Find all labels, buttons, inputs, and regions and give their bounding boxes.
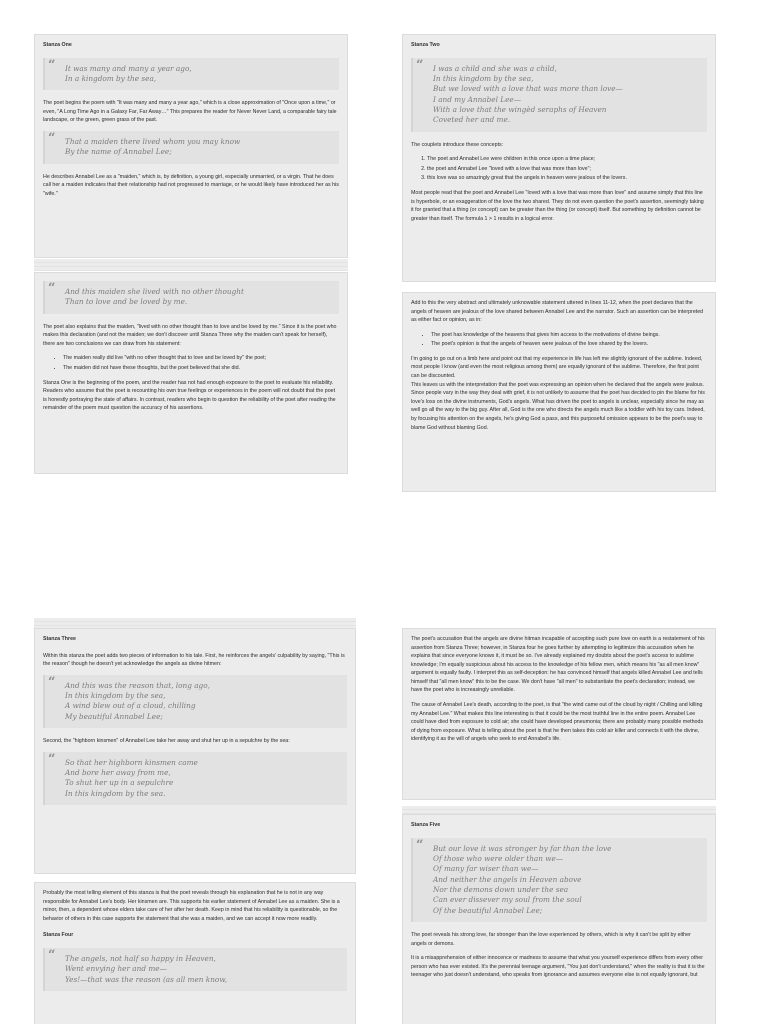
ruled-strip (34, 259, 348, 271)
bullet-list (63, 354, 339, 372)
list-item: • The poet's opinion is that the angels of heaven were jealous of the love shared by the lovers. (431, 340, 707, 349)
blockquote (43, 752, 347, 805)
stanza-four-heading: Stanza Four (43, 932, 74, 939)
paragraph: Within this stanza the poet adds two pieces of information to his tale. First, he reinforces the angels' culpability by saying, "This is the reason" though he doesn't yet acknowledge the angels as divine hitmen: (43, 652, 345, 668)
list-item: • The maiden did not have these thoughts, but the poet believed that she did. (63, 364, 339, 373)
quote-line: Coveted her and me. (433, 115, 511, 125)
quote-line: In this kingdom by the sea, (65, 691, 166, 701)
paragraph: The poet begins the poem with "It was many and many a year ago," which is a close approximation of "Once upon a time," or even, "A Long Time Ago in a Galaxy Far, Far Away…" This prepares the reader for Never Never Land, a comparable fairy tale landscape, or the green, green grass of the past. (43, 100, 337, 124)
quote-line: It was many and many a year ago, (65, 63, 192, 73)
quote-line: And neither the angels in Heaven above (433, 874, 582, 884)
quote-line: Of the beautiful Annabel Lee; (433, 905, 543, 915)
stanza-four-card (34, 882, 356, 1024)
blockquote (43, 58, 339, 91)
ruled-strip (402, 806, 716, 814)
list-item: 2. the poet and Annabel Lee "loved with a love that was more than love"; (427, 165, 707, 174)
stanza-five-heading: Stanza Five (411, 822, 441, 828)
stanza-four-analysis-card (402, 628, 716, 800)
stanza-two-card (402, 34, 716, 282)
quote-line: I was a child and she was a child, (433, 63, 557, 73)
quote-line: Of those who were older than we— (433, 853, 564, 863)
quote-mark-icon: “ (48, 947, 56, 963)
quote-line: And this maiden she lived with no other thought (65, 287, 244, 296)
quote-mark-icon: “ (416, 837, 424, 853)
quote-mark-icon: “ (48, 57, 56, 73)
blockquote (411, 838, 707, 923)
quote-line: So that her highborn kinsmen came (65, 757, 198, 767)
stanza-two-heading: Stanza Two (411, 42, 440, 48)
paragraph: I'm going to go out on a limb here and point out that my experience in life has left me slightly ignorant of the sublime. Indeed, most people I know (and even the most religious among them) are equally ignorant of the sublime. Therefore, the first point can be discounted. (411, 355, 703, 380)
quote-line: But our love it was stronger by far than the love (433, 843, 612, 853)
paragraph: The couplets introduce these concepts: (411, 141, 504, 148)
quote-mark-icon: “ (48, 131, 56, 147)
quote-mark-icon: “ (48, 751, 56, 767)
paragraph: The poet reveals his strong love, far stronger than the love experienced by others, which is why it can't be split by either angels or demons. (411, 932, 691, 947)
stanza-one-continued-card (34, 272, 348, 474)
stanza-one-heading: Stanza One (43, 42, 72, 48)
list-item: 3. this love was so amazingly great that the angels in heaven were jealous of the lovers. (427, 174, 707, 183)
ruled-strip (34, 618, 356, 628)
list-item: 1. The poet and Annabel Lee were children in this once upon a time place; (427, 155, 707, 164)
paragraph: This leaves us with the interpretation that the poet was expressing an opinion when he declared that the angels were jealous. Since people vary in the way they deal with grief, it is not unlikely to assume that the poet has decided to pin the blame for his love's loss on the divine instruments, God's angels. What has driven the poet to angels is unclear, especially since he may as well go all the way to the big guy. After all, God is the one who directs the angels much like a toddler with his toy cars. Indeed, by focusing his attention on the angels, he's giving God a pass, and this purposeful omission appears to be the poet's way to blame God without blaming God. (411, 381, 705, 431)
paragraph: It is a misapprehension of either innocence or madness to assume that what you yourself experience differs from every other person who has ever existed. It's the perennial teenage argument, "You just don't understand," when the reality is that it is the teenager who just doesn't understand, who speaks from ignorance and assumes everyone else is not equally ignorant, but (411, 955, 705, 979)
quote-line: Nor the demons down under the sea (433, 885, 569, 895)
quote-line: Of many far wiser than we— (433, 864, 539, 874)
paragraph: He describes Annabel Lee as a "maiden," which is, by definition, a young girl, especially unmarried, or a virgin. That he does call her a maiden indicates that their relationship had not progressed to marriage, or he would likely have introduced her as his "wife." (43, 173, 339, 197)
quote-line: In this kingdom by the sea, (433, 73, 534, 83)
quote-line: And this was the reason that, long ago, (65, 680, 210, 690)
quote-line: Yes!—that was the reason (as all men know, (65, 974, 228, 984)
quote-mark-icon: “ (48, 674, 56, 690)
quote-line: Can ever dissever my soul from the soul (433, 895, 582, 905)
quote-line: Than to love and be loved by me. (65, 297, 188, 307)
blockquote (43, 675, 347, 728)
bullet-list (431, 331, 707, 349)
quote-mark-icon: “ (416, 57, 424, 73)
paragraph: Most people read that the poet and Annabel Lee "loved with a love that was more than love" and assume simply that this line is hyperbole, or an exaggeration of the love the two shared. They do not even question the poet's assertion, seemingly taking it for granted that a thing (or concept) can be greater than the thing (or concept) itself. But something by definition cannot be greater than itself. The formula 1 > 1 results in a logical error. (411, 190, 704, 222)
stanza-three-heading: Stanza Three (43, 636, 76, 642)
paragraph: The poet also explains that the maiden, "lived with no other thought than to love and be loved by me." Since it is the poet who makes this declaration (and not the maiden; we don't discover until Stanza Three why the maiden can't speak for herself), there are two conclusions we can draw from his statement: (43, 323, 337, 347)
blockquote (43, 131, 339, 164)
quote-line: But we loved with a love that was more than love— (433, 84, 623, 94)
quote-line: And bore her away from me, (65, 768, 171, 778)
quote-line: The angels, not half so happy in Heaven, (65, 953, 216, 963)
stanza-one-card (34, 34, 348, 258)
list-item: • The poet has knowledge of the heavens that gives him access to the motivations of divine beings. (431, 331, 707, 340)
paragraph: Stanza One is the beginning of the poem, and the reader has not had enough exposure to the poet to evaluate his reliability. Readers who assume that the poet is recounting his own true feelings or experiences in the poem will not doubt that the poet is honestly portraying the state of affairs. In contrast, readers who begin to question the reliability of the poet after reading the remainder of the poem must question the accuracy of his assertions. (43, 379, 336, 412)
quote-line: With a love that the wingèd seraphs of Heaven (433, 105, 607, 115)
quote-line: By the name of Annabel Lee; (65, 147, 172, 157)
quote-line: Went envying her and me— (65, 964, 167, 974)
quote-mark-icon: “ (48, 281, 56, 296)
blockquote (43, 948, 347, 991)
blockquote (411, 58, 707, 132)
paragraph: The cause of Annabel Lee's death, according to the poet, is that "the wind came out of the cloud by night / Chilling and killing my Annabel Lee." What makes this line interesting is that it could be the most truthful line in the entire poem. Annabel Lee could have died from exposure to cold air; she could have developed pneumonia; there are probably many possible methods of dying from exposure. What is telling about the poet is that he then takes this cold air killer and connects it with the divine, identifying it as the will of angels who seek to end Annabel's life. (411, 702, 704, 743)
quote-line: My beautiful Annabel Lee; (65, 711, 163, 721)
paragraph: Probably the most telling element of this stanza is that the poet reveals through his explanation that he is not in any way responsible for Annabel Lee's body. Her kinsmen are. This supports his earlier statement of Annabel Lee as a maiden. She is a minor, then, a dependent whose elders take care of her after her death. Keep in mind that his reliability is questionable, so the behavior of others in this case supports the statement that she was a maiden, and we can accept it now more readily. (43, 890, 340, 922)
list-item: • The maiden really did live "with no other thought that to love and be loved by" the poet; (63, 354, 339, 363)
quote-line: To shut her up in a sepulchre (65, 778, 174, 788)
paragraph: Add to this the very abstract and ultimately unknowable statement uttered in lines 11-12, when the poet declares that the angels of heaven are jealous of the love shared between Annabel Lee and the narrator. Such an assertion can be interpreted as either fact or opinion, as in: (411, 300, 704, 324)
paragraph: The poet's accusation that the angels are divine hitman incapable of accepting such pure love on earth is a restatement of his assertion from Stanza Three; however, in Stanza four he goes further by attempting to legitimize this accusation when he explains that since everyone knows it, it must be so. I've already explained my doubts about the poet's access to sublime knowledge; I'm equally suspicious about his access to the knowledge of his fellow men, which means his "as all men know" argument is equally faulty. I interpret this as self-deception: he has convinced himself that angels killed Annabel Lee and tells himself that "all men know" this to be the case. We don't have "all men" to substantiate the poet's declaration; instead, we have the poet who is increasingly unreliable. (411, 636, 705, 694)
stanza-five-card (402, 814, 716, 1024)
stanza-three-card (34, 628, 356, 874)
paragraph: Second, the "highborn kinsmen" of Annabel Lee take her away and shut her up in a sepulchre by the sea: (43, 738, 290, 745)
quote-line: In this kingdom by the sea. (65, 788, 166, 798)
stanza-two-continued-card (402, 292, 716, 492)
quote-line: I and my Annabel Lee— (433, 94, 522, 104)
numbered-list (427, 155, 707, 183)
quote-line: That a maiden there lived whom you may know (65, 137, 241, 147)
blockquote (43, 281, 339, 314)
quote-line: In a kingdom by the sea, (65, 73, 157, 83)
quote-line: A wind blew out of a cloud, chilling (65, 701, 196, 711)
